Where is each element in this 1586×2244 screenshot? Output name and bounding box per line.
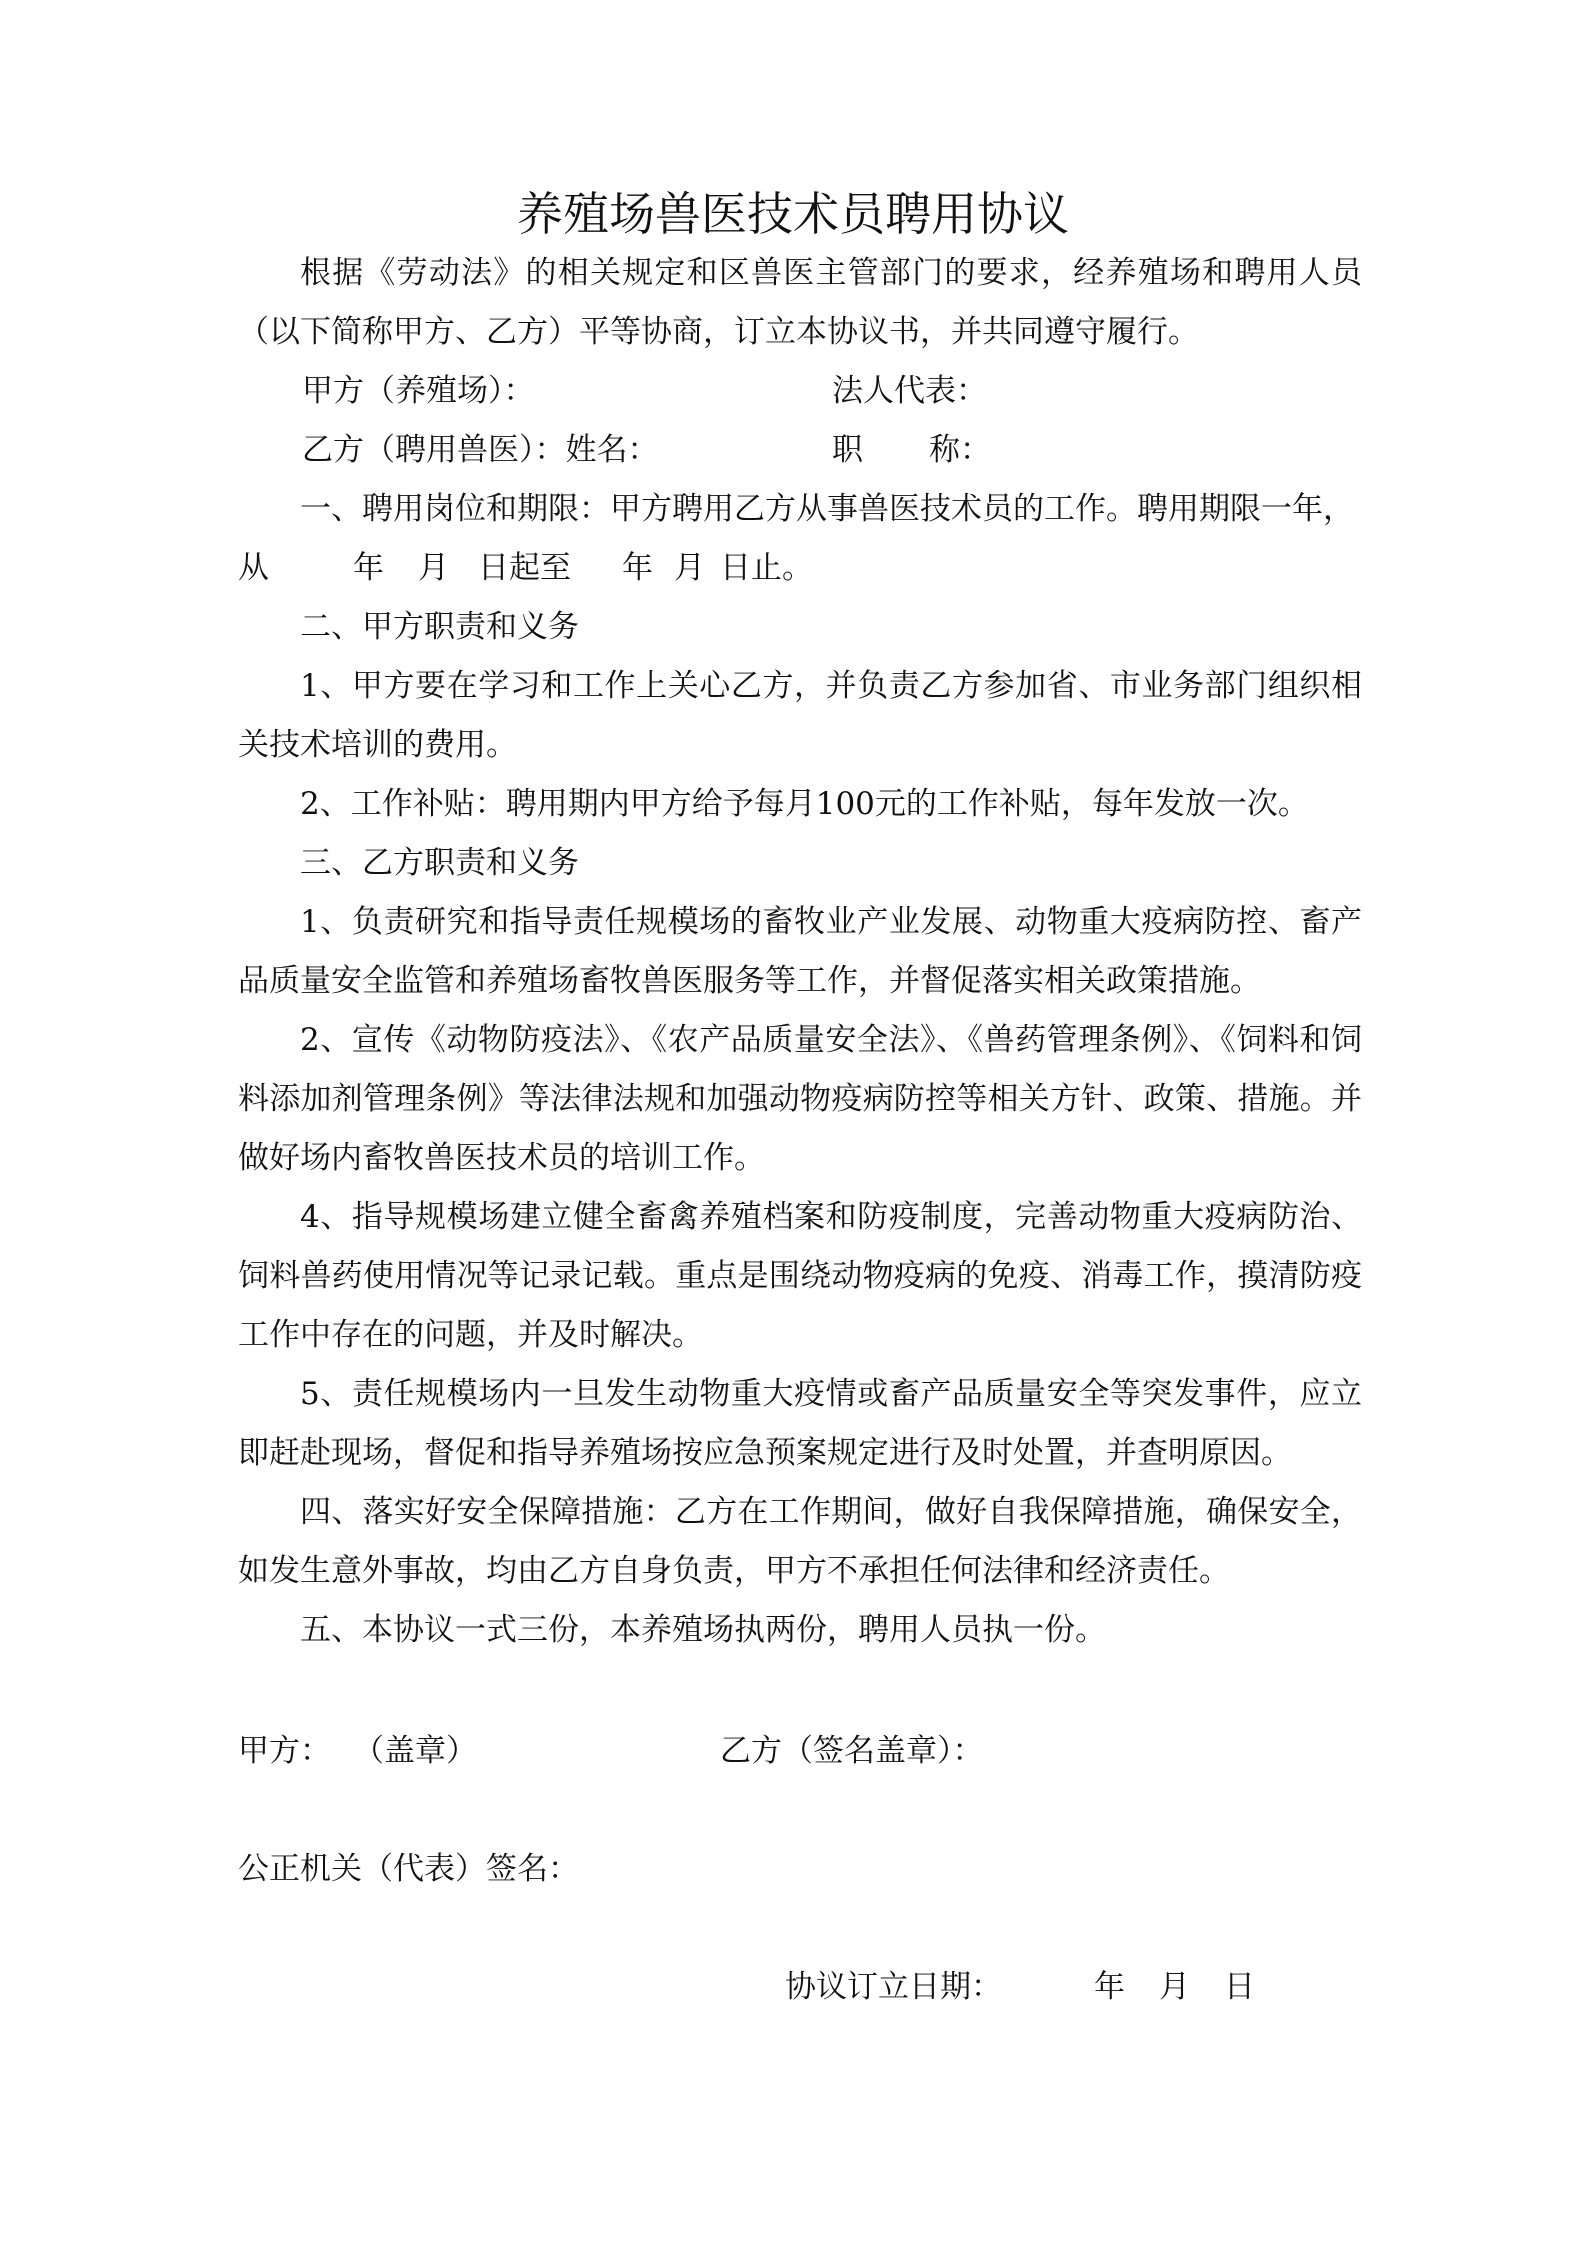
date-month: 月 <box>1159 1969 1190 2005</box>
section-3-title: 三、乙方职责和义务 <box>300 845 579 881</box>
section-2-title: 二、甲方职责和义务 <box>300 609 579 645</box>
period-year-1: 年 <box>353 550 384 586</box>
legal-rep-label: 法人代表： <box>832 373 987 409</box>
date-label: 协议订立日期： <box>785 1969 1002 2005</box>
seal-label: （盖章） <box>353 1733 477 1769</box>
section-3-item: 4、指导规模场建立健全畜禽养殖档案和防疫制度，完善动物重大疫病防治、饲料兽药使用情况等记录记载。重点是围绕动物疫病的免疫、消毒工作，摸清防疫工作中存在的问题，并及时解决。 <box>238 1199 1362 1353</box>
job-title-label-2: 称： <box>929 432 991 468</box>
period-year-2: 年 <box>622 550 653 586</box>
section-3-item: 1、负责研究和指导责任规模场的畜牧业产业发展、动物重大疫病防控、畜产品质量安全监管和养殖场畜牧兽医服务等工作，并督促落实相关政策措施。 <box>238 904 1362 999</box>
document-title: 养殖场兽医技术员聘用协议 <box>517 187 1069 241</box>
section-3-item: 2、宣传《动物防疫法》、《农产品质量安全法》、《兽药管理条例》、《饲料和饲料添加剂管理条例》等法律法规和加强动物疫病防控等相关方针、政策、措施。并做好场内畜牧兽医技术员的培训工作。 <box>238 1022 1362 1176</box>
period-month-1: 月 <box>418 550 449 586</box>
party-a-label: 甲方（养殖场）： <box>302 373 535 409</box>
section-3-item: 5、责任规模场内一旦发生动物重大疫情或畜产品质量安全等突发事件，应立即赶赴现场，督促和指导养殖场按应急预案规定进行及时处置，并查明原因。 <box>238 1376 1362 1471</box>
period-month-2: 月 <box>674 550 705 586</box>
section-2-item: 2、工作补贴：聘用期内甲方给予每月100元的工作补贴，每年发放一次。 <box>300 786 1309 822</box>
notary-signature-label: 公正机关（代表）签名： <box>238 1851 579 1887</box>
period-day-2: 日止。 <box>720 550 813 586</box>
agreement-body <box>238 244 1362 1660</box>
date-day: 日 <box>1224 1969 1255 2005</box>
party-a-row <box>238 362 1362 421</box>
intro-paragraph: 根据《劳动法》的相关规定和区兽医主管部门的要求，经养殖场和聘用人员（以下简称甲方、乙方）平等协商，订立本协议书，并共同遵守履行。 <box>238 255 1362 350</box>
party-a-signature-label: 甲方： <box>238 1733 331 1769</box>
section-1: 一、聘用岗位和期限：甲方聘用乙方从事兽医技术员的工作。聘用期限一年， <box>300 491 1354 527</box>
date-year: 年 <box>1094 1969 1125 2005</box>
party-b-label: 乙方（聘用兽医）：姓名： <box>302 432 659 468</box>
party-b-row <box>238 421 1362 480</box>
section-5: 五、本协议一式三份，本养殖场执两份，聘用人员执一份。 <box>300 1612 1106 1648</box>
section-2-item: 1、甲方要在学习和工作上关心乙方，并负责乙方参加省、市业务部门组织相关技术培训的费用。 <box>238 668 1362 763</box>
job-title-label-1: 职 <box>832 432 863 468</box>
period-from: 从 <box>238 550 269 586</box>
party-b-signature-label: 乙方（签名盖章）： <box>720 1733 984 1769</box>
period-day-1: 日起至 <box>478 550 571 586</box>
period-row <box>238 539 1362 598</box>
section-4: 四、落实好安全保障措施：乙方在工作期间，做好自我保障措施，确保安全，如发生意外事故，均由乙方自身负责，甲方不承担任何法律和经济责任。 <box>238 1494 1362 1589</box>
